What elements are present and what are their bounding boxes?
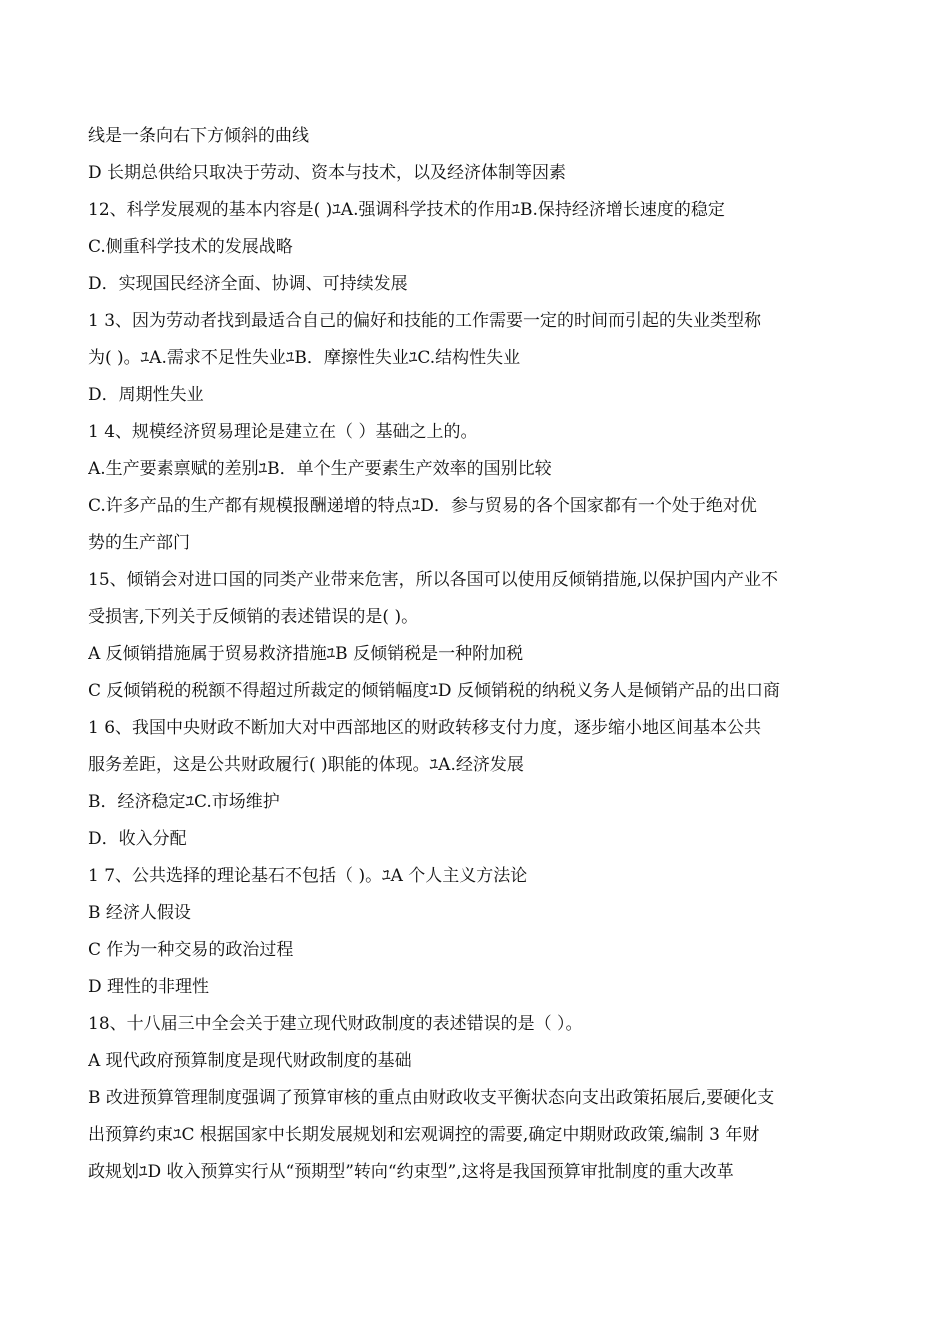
question-15: 15、倾销会对进口国的同类产业带来危害，所以各国可以使用反倾销措施,以保护国内产业不 bbox=[88, 570, 779, 590]
text-line: 势的生产部门 bbox=[88, 533, 190, 553]
text-line: D．实现国民经济全面、协调、可持续发展 bbox=[88, 274, 408, 294]
text-line: D．周期性失业 bbox=[88, 385, 204, 405]
text-line: 政规划ﾕD 收入预算实行从“预期型”转向“约束型”,这将是我国预算审批制度的重大改革 bbox=[88, 1162, 734, 1182]
question-16: 1 6、我国中央财政不断加大对中西部地区的财政转移支付力度，逐步缩小地区间基本公共 bbox=[88, 718, 762, 738]
text-line: D．收入分配 bbox=[88, 829, 187, 849]
text-line: B．经济稳定ﾕC.市场维护 bbox=[88, 792, 280, 812]
question-14: 1 4、规模经济贸易理论是建立在（ ）基础之上的。 bbox=[88, 422, 478, 442]
text-line: A.生产要素禀赋的差别ﾕB．单个生产要素生产效率的国别比较 bbox=[88, 459, 552, 479]
question-18: 18、十八届三中全会关于建立现代财政制度的表述错误的是（ ）。 bbox=[88, 1014, 583, 1034]
text-line: D 理性的非理性 bbox=[88, 977, 210, 997]
text-line: C.侧重科学技术的发展战略 bbox=[88, 237, 293, 257]
text-line: A 反倾销措施属于贸易救济措施ﾕB 反倾销税是一种附加税 bbox=[88, 644, 524, 664]
text-line: 线是一条向右下方倾斜的曲线 bbox=[88, 126, 309, 146]
text-line: 服务差距，这是公共财政履行( )职能的体现。ﾕA.经济发展 bbox=[88, 755, 524, 775]
question-17: 1 7、公共选择的理论基石不包括（ )。ﾕA 个人主义方法论 bbox=[88, 866, 528, 886]
text-line: B 经济人假设 bbox=[88, 903, 191, 923]
text-line: D 长期总供给只取决于劳动、资本与技术，以及经济体制等因素 bbox=[88, 163, 567, 183]
text-line: C 作为一种交易的政治过程 bbox=[88, 940, 294, 960]
document-body bbox=[88, 118, 868, 1191]
text-line: A 现代政府预算制度是现代财政制度的基础 bbox=[88, 1051, 412, 1071]
text-line: C 反倾销税的税额不得超过所裁定的倾销幅度ﾕD 反倾销税的纳税义务人是倾销产品的出口商 bbox=[88, 681, 780, 701]
text-line: C.许多产品的生产都有规模报酬递增的特点ﾕD．参与贸易的各个国家都有一个处于绝对优 bbox=[88, 496, 757, 516]
question-13: 1 3、因为劳动者找到最适合自己的偏好和技能的工作需要一定的时间而引起的失业类型称 bbox=[88, 311, 762, 331]
text-line: B 改进预算管理制度强调了预算审核的重点由财政收支平衡状态向支出政策拓展后,要硬化支 bbox=[88, 1088, 775, 1108]
question-12: 12、科学发展观的基本内容是( )ﾕA.强调科学技术的作用ﾕB.保持经济增长速度的稳定 bbox=[88, 200, 725, 220]
text-line: 受损害,下列关于反倾销的表述错误的是( )。 bbox=[88, 607, 419, 627]
text-line: 出预算约束ﾕC 根据国家中长期发展规划和宏观调控的需要,确定中期财政政策,编制 3 年财 bbox=[88, 1125, 760, 1145]
text-line: 为( )。ﾕA.需求不足性失业ﾕB．摩擦性失业ﾕC.结构性失业 bbox=[88, 348, 521, 368]
